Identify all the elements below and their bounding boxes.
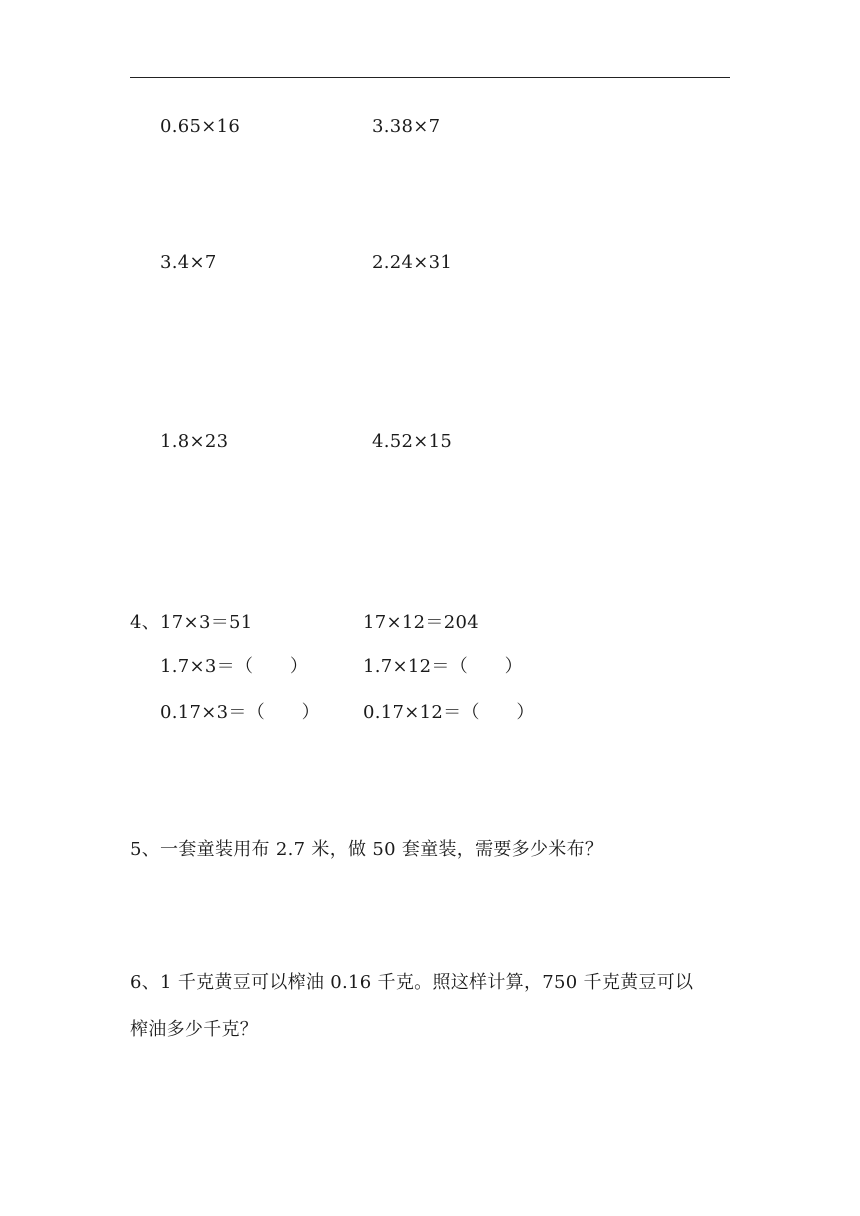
question-6-line-1: 6、1 千克黄豆可以榨油 0.16 千克。照这样计算，750 千克黄豆可以 (130, 972, 694, 993)
calc-problem-2-24x31: 2.24×31 (372, 252, 453, 273)
header-rule (130, 77, 730, 78)
question-6-line-2: 榨油多少千克？ (130, 1019, 259, 1040)
calc-problem-0-65x16: 0.65×16 (160, 116, 241, 137)
question-4-blank-4: 0.17×12＝（ ） (363, 702, 535, 723)
question-4-blank-3: 0.17×3＝（ ） (160, 702, 320, 723)
question-4-given-1: 4、17×3＝51 (130, 612, 253, 633)
question-4-blank-1: 1.7×3＝（ ） (160, 656, 309, 677)
question-5: 5、一套童装用布 2.7 米，做 50 套童装，需要多少米布？ (130, 839, 604, 860)
question-4-blank-2: 1.7×12＝（ ） (363, 656, 523, 677)
calc-problem-1-8x23: 1.8×23 (160, 431, 229, 452)
calc-problem-3-38x7: 3.38×7 (372, 116, 441, 137)
calc-problem-4-52x15: 4.52×15 (372, 431, 453, 452)
question-4-given-2: 17×12＝204 (363, 612, 479, 633)
calc-problem-3-4x7: 3.4×7 (160, 252, 217, 273)
